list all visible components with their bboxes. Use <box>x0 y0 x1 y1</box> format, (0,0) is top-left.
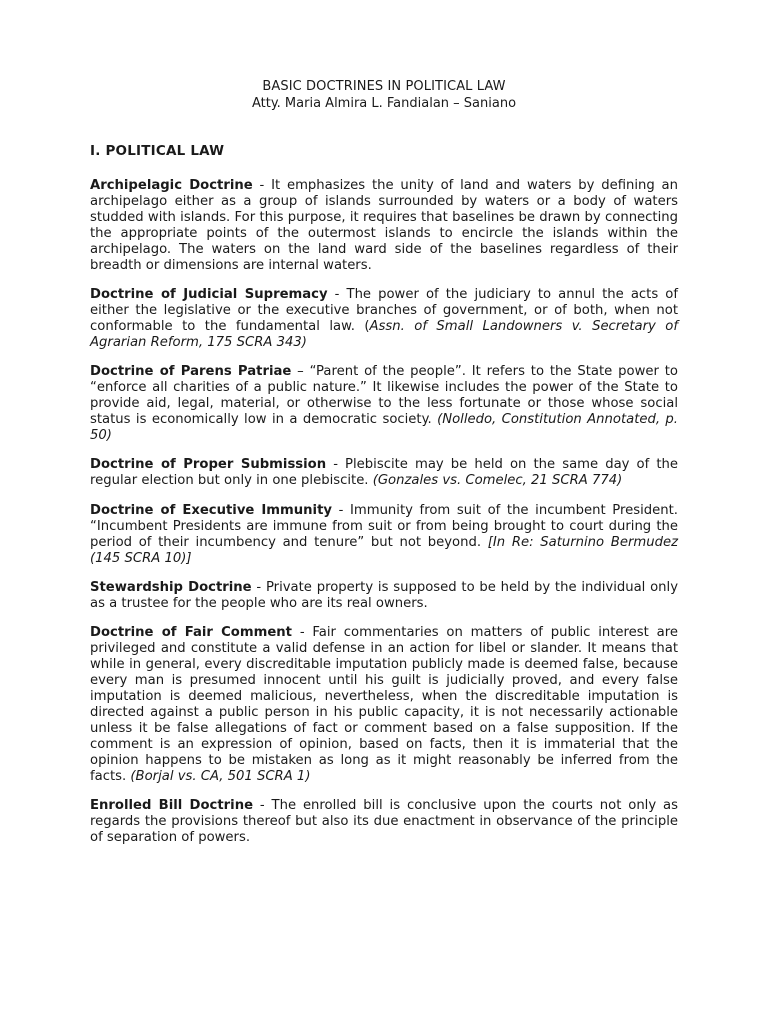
doctrine-citation: (Nolledo, Constitution Annotated, p. 50) <box>90 412 678 444</box>
doctrine-body: - It emphasizes the unity of land and waters by defining an archipelago either as a group of islands surrounded by waters or a body of waters studded with islands. For this purpose, it requires that baselines be drawn by connecting the appropriate points of the outermost islands to encircle the islands within the archipelago. The waters on the land ward side of the baselines regardless of their breadth or dimensions are internal waters. <box>90 178 678 273</box>
title-block <box>90 78 678 112</box>
doctrine-body: - The enrolled bill is conclusive upon the courts not only as regards the provisions thereof but also its due enactment in observance of the principle of separation of powers. <box>90 798 678 846</box>
doctrine-citation: Assn. of Small Landowners v. Secretary of Agrarian Reform, 175 SCRA 343) <box>90 319 678 350</box>
doctrine-entry-enrolled-bill <box>90 798 678 846</box>
doctrine-citation: [In Re: Saturnino Bermudez (145 SCRA 10)] <box>90 534 678 566</box>
doctrine-term: Doctrine of Executive Immunity <box>90 502 332 518</box>
doctrine-term: Enrolled Bill Doctrine <box>90 798 254 814</box>
document-title: BASIC DOCTRINES IN POLITICAL LAW <box>262 79 506 94</box>
doctrine-entry-fair-comment <box>90 625 678 785</box>
doctrine-body: - Fair commentaries on matters of public interest are privileged and constitute a valid defense in an action for libel or slander. It means that while in general, every discreditable imputation publicly made is deemed false, because every man is presumed innocent until his guilt is judicially proved, and every false imputation is deemed malicious, nevertheless, when the discreditable imputation is directed against a public person in his public capacity, it is not necessarily actionable unless it be false allegations of fact or comment based on a false supposition. If the comment is an expression of opinion, based on facts, then it is immaterial that the opinion happens to be mistaken as long as it might reasonably be inferred from the facts. <box>90 624 678 784</box>
doctrine-body: - Private property is supposed to be held by the individual only as a trustee for the people who are its real owners. <box>90 579 678 611</box>
doctrine-entry-stewardship <box>90 580 678 612</box>
doctrine-term: Doctrine of Fair Comment <box>90 624 292 640</box>
doctrine-body: – “Parent of the people”. It refers to the State power to “enforce all charities of a public nature.” It likewise includes the power of the State to provide aid, legal, material, or otherwise to the less fortunate or those whose social status is economically low in a democratic society. <box>90 364 678 428</box>
doctrine-citation: (Borjal vs. CA, 501 SCRA 1) <box>130 768 311 784</box>
doctrine-body: - The power of the judiciary to annul the acts of either the legislative or the executive branches of government, or of both, when not conformable to the fundamental law. ( <box>90 287 678 334</box>
doctrine-body: - Plebiscite may be held on the same day of the regular election but only in one plebiscite. <box>90 457 678 489</box>
doctrine-entry-proper-submission <box>90 457 678 489</box>
doctrine-term: Archipelagic Doctrine <box>90 178 253 193</box>
doctrine-term: Stewardship Doctrine <box>90 579 252 595</box>
doctrine-list <box>90 178 678 846</box>
doctrine-body: - Immunity from suit of the incumbent President. “Incumbent Presidents are immune from suit or from being brought to court during the period of their incumbency and tenure” but not beyond. <box>90 502 678 550</box>
doctrine-entry-executive-immunity <box>90 503 678 567</box>
doctrine-term: Doctrine of Proper Submission <box>90 457 327 473</box>
section-heading: I. POLITICAL LAW <box>90 143 225 159</box>
doctrine-citation: (Gonzales vs. Comelec, 21 SCRA 774) <box>372 473 623 489</box>
doctrine-term: Doctrine of Parens Patriae <box>90 364 292 380</box>
doctrine-entry-archipelagic <box>90 178 678 274</box>
doctrine-entry-judicial-supremacy <box>90 287 678 351</box>
doctrine-term: Doctrine of Judicial Supremacy <box>90 287 328 302</box>
doctrine-entry-parens-patriae <box>90 364 678 444</box>
document-author: Atty. Maria Almira L. Fandialan – Saniano <box>251 96 517 111</box>
